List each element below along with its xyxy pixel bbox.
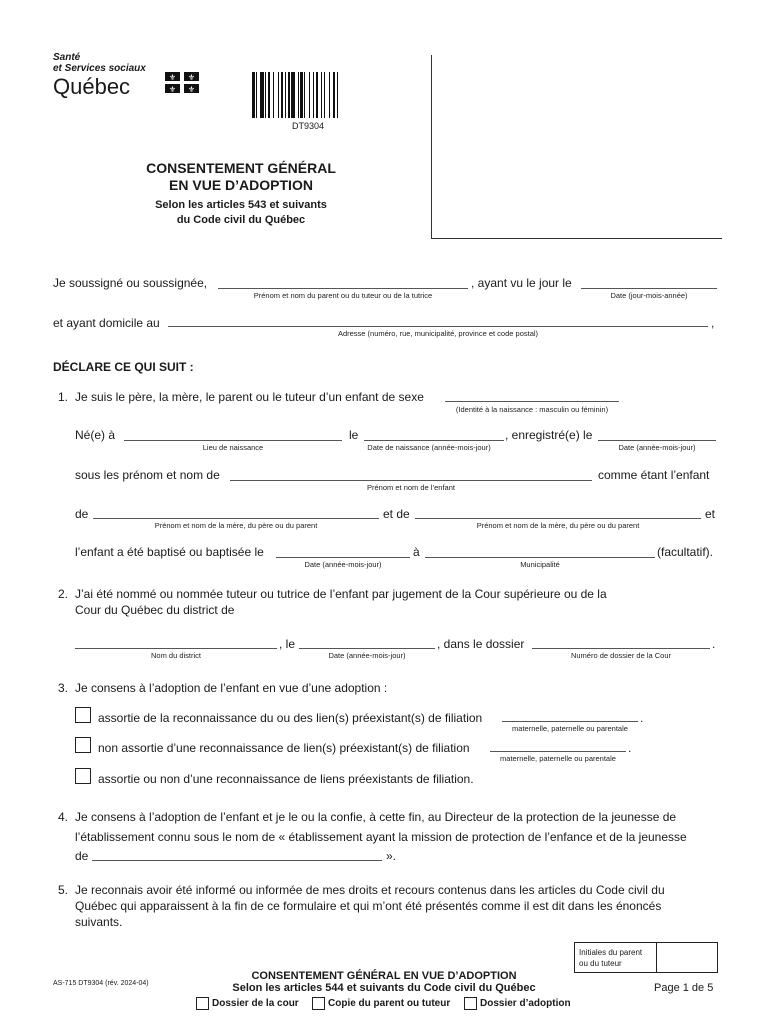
barcode-bar	[309, 72, 310, 118]
le-label: le	[349, 428, 359, 442]
enregistre-label: , enregistré(e) le	[505, 428, 593, 442]
parent2-name-field[interactable]	[415, 518, 701, 519]
dossier-label: , dans le dossier	[437, 637, 525, 651]
address-caption: Adresse (numéro, rue, municipalité, province et code postal)	[337, 329, 539, 338]
footer-title: CONSENTEMENT GÉNÉRAL EN VUE D’ADOPTION	[251, 970, 517, 982]
barcode-bar	[298, 72, 299, 118]
logo-line-1: Santé	[53, 52, 81, 63]
declare-heading: DÉCLARE CE QUI SUIT :	[53, 360, 194, 374]
child-name-caption: Prénom et nom de l’enfant	[367, 483, 455, 492]
barcode-bar	[285, 72, 286, 118]
option-1-dot: .	[640, 711, 644, 725]
svg-text:⚜: ⚜	[168, 85, 177, 94]
birth-date-parent-caption: Date (jour-mois-année)	[610, 291, 688, 300]
svg-text:⚜: ⚜	[187, 73, 196, 82]
svg-text:⚜: ⚜	[187, 85, 196, 94]
je-soussigne-label: Je soussigné ou soussignée,	[53, 276, 208, 290]
ayant-vu-label: , ayant vu le jour le	[471, 276, 572, 290]
comme-etant-label: comme étant l’enfant	[598, 468, 710, 482]
baptism-municipality-field[interactable]	[425, 557, 655, 558]
option-2-label: non assortie d’une reconnaissance de lien(s) préexistant(s) de filiation	[98, 741, 470, 755]
title-line-2: EN VUE D’ADOPTION	[169, 177, 313, 193]
et-label: et	[705, 507, 716, 521]
a-label: à	[413, 545, 420, 559]
barcode-bar	[329, 72, 330, 118]
court-file-field[interactable]	[532, 648, 710, 649]
s2-text-line-2: Cour du Québec du district de	[75, 603, 235, 617]
option-1-filiation-caption: maternelle, paternelle ou parentale	[512, 724, 628, 733]
baptism-municipality-caption: Municipalité	[520, 560, 560, 569]
copy-court-checkbox[interactable]	[196, 997, 209, 1010]
initials-box	[574, 942, 718, 973]
sous-prenom-label: sous les prénom et nom de	[75, 468, 220, 482]
copy-parent-checkbox[interactable]	[312, 997, 325, 1010]
birthplace-caption: Lieu de naissance	[202, 443, 264, 452]
logo	[53, 52, 213, 102]
baptism-date-caption: Date (année-mois-jour)	[304, 560, 382, 569]
option-1-label: assortie de la reconnaissance du ou des lien(s) préexistant(s) de filiation	[98, 711, 483, 725]
birthplace-field[interactable]	[124, 440, 342, 441]
s4-number: 4.	[58, 810, 69, 824]
option-2-filiation-field[interactable]	[490, 751, 626, 752]
barcode-code: DT9304	[292, 121, 325, 131]
registration-date-caption: Date (année-mois-jour)	[618, 443, 696, 452]
barcode-bar	[324, 72, 325, 118]
barcode-bar	[291, 72, 295, 118]
copy-adoption-label: Dossier d’adoption	[480, 998, 571, 1009]
parent1-name-field[interactable]	[93, 518, 379, 519]
initials-label	[579, 947, 642, 969]
barcode-bar	[260, 72, 264, 118]
s5-number: 5.	[58, 883, 69, 897]
barcode-bar	[321, 72, 322, 118]
footer-subtitle: Selon les articles 544 et suivants du Code civil du Québec	[232, 982, 536, 994]
page-number: Page 1 de 5	[654, 982, 714, 994]
s5-text-line-3: suivants.	[75, 915, 123, 929]
option-3-label: assortie ou non d’une reconnaissance de liens préexistants de filiation.	[98, 772, 474, 786]
barcode-bar	[304, 72, 305, 118]
barcode-bar	[278, 72, 279, 118]
ne-label: Né(e) à	[75, 428, 116, 442]
district-caption: Nom du district	[150, 651, 201, 660]
s1-text: Je suis le père, la mère, le parent ou le tuteur d’un enfant de sexe	[75, 390, 424, 404]
s5-text-line-1: Je reconnais avoir été informé ou informée de mes droits et recours contenus dans les articles du Code civil du	[75, 883, 665, 897]
subtitle-line-1: Selon les articles 543 et suivants	[155, 199, 327, 211]
et-de-label: et de	[383, 507, 410, 521]
baptise-label: l’enfant a été baptisé ou baptisée le	[75, 545, 264, 559]
fleur-de-lys-flag-icon	[165, 72, 200, 94]
svg-text:⚜: ⚜	[168, 73, 177, 82]
judgment-date-caption: Date (année-mois-jour)	[328, 651, 406, 660]
s4-close-quote: ».	[386, 849, 397, 863]
barcode	[252, 72, 368, 120]
logo-quebec: Québec	[53, 74, 131, 99]
child-birthdate-caption: Date de naissance (année-mois-jour)	[367, 443, 491, 452]
barcode-bar	[265, 72, 266, 118]
option-3-checkbox[interactable]	[75, 768, 91, 784]
parent-name-field[interactable]	[218, 288, 468, 289]
initials-label-line-2: ou du tuteur	[579, 959, 622, 968]
copy-adoption-checkbox[interactable]	[464, 997, 477, 1010]
s5-text-line-2: Québec qui apparaissent à la fin de ce formulaire et qui m’ont été présentés comme il est dit dans les énoncés	[75, 899, 662, 913]
s3-text: Je consens à l’adoption de l’enfant en vue d’une adoption :	[75, 681, 388, 695]
s2-text-line-1: J’ai été nommé ou nommée tuteur ou tutrice de l’enfant par jugement de la Cour supérieure ou de la	[75, 587, 607, 601]
initials-label-line-1: Initiales du parent	[579, 948, 643, 957]
de-label: de	[75, 507, 89, 521]
barcode-bar	[256, 72, 257, 118]
s4-de-label: de	[75, 849, 89, 863]
s3-number: 3.	[58, 681, 69, 695]
copy-parent-label: Copie du parent ou tuteur	[328, 998, 451, 1009]
barcode-bar	[273, 72, 274, 118]
birth-date-parent-field[interactable]	[581, 288, 717, 289]
s2-number: 2.	[58, 587, 69, 601]
barcode-bar	[281, 72, 284, 118]
s4-text-line-1: Je consens à l’adoption de l’enfant et je le ou la confie, à cette fin, au Directeur de la protection de la jeunesse de	[75, 810, 677, 824]
barcode-bar	[316, 72, 319, 118]
establishment-field[interactable]	[92, 860, 382, 861]
registration-date-field[interactable]	[598, 440, 716, 441]
parent-name-caption: Prénom et nom du parent ou du tuteur ou de la tutrice	[253, 291, 433, 300]
logo-line-2: et Services sociaux	[53, 63, 146, 74]
sex-field[interactable]	[445, 401, 619, 402]
barcode-bars	[252, 72, 368, 118]
parent1-name-caption: Prénom et nom de la mère, du père ou du parent	[154, 521, 318, 530]
address-comma: ,	[711, 316, 715, 330]
s1-number: 1.	[58, 390, 69, 404]
title-block	[100, 160, 382, 228]
judgment-date-field[interactable]	[299, 648, 435, 649]
barcode-bar	[268, 72, 271, 118]
option-1-checkbox[interactable]	[75, 707, 91, 723]
barcode-bar	[337, 72, 338, 118]
copy-court-label: Dossier de la cour	[212, 998, 299, 1009]
child-name-field[interactable]	[230, 480, 592, 481]
title-line-1: CONSENTEMENT GÉNÉRAL	[146, 160, 336, 176]
stamp-box	[431, 55, 722, 239]
s2-dot: .	[712, 637, 716, 651]
option-1-filiation-field[interactable]	[502, 721, 638, 722]
barcode-bar	[288, 72, 289, 118]
domicile-label: et ayant domicile au	[53, 316, 160, 330]
barcode-bar	[252, 72, 255, 118]
subtitle-line-2: du Code civil du Québec	[176, 214, 306, 226]
barcode-bar	[333, 72, 336, 118]
s4-text-line-2: l’établissement connu sous le nom de « établissement ayant la mission de protection de l’enfance et de la jeunesse	[75, 830, 687, 844]
address-field[interactable]	[168, 326, 708, 327]
option-2-checkbox[interactable]	[75, 737, 91, 753]
option-2-dot: .	[628, 741, 632, 755]
form-code: AS-715 DT9304 (rév. 2024-04)	[53, 980, 149, 987]
option-2-filiation-caption: maternelle, paternelle ou parentale	[500, 754, 616, 763]
court-file-caption: Numéro de dossier de la Cour	[570, 651, 672, 660]
facultatif-label: (facultatif).	[657, 545, 714, 559]
district-field[interactable]	[75, 648, 277, 649]
barcode-bar	[300, 72, 303, 118]
initials-input[interactable]	[656, 943, 718, 972]
parent2-name-caption: Prénom et nom de la mère, du père ou du parent	[476, 521, 640, 530]
s2-le-label: , le	[279, 637, 296, 651]
barcode-bar	[313, 72, 314, 118]
child-birthdate-field[interactable]	[364, 440, 504, 441]
sex-caption: (Identité à la naissance : masculin ou féminin)	[455, 405, 609, 414]
baptism-date-field[interactable]	[276, 557, 410, 558]
